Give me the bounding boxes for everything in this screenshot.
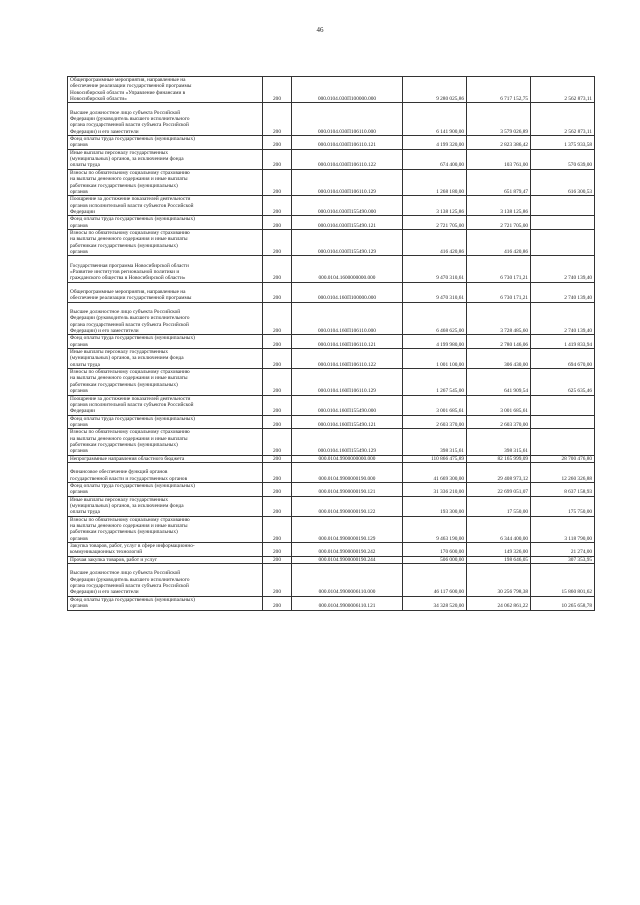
unexecuted-amount-cell: 570 639,00	[531, 149, 595, 169]
row-name-cell: Фонд оплаты труда государственных (муниципальных) органов	[68, 415, 263, 429]
executed-amount-cell: 17 550,00	[467, 496, 531, 516]
budget-code-cell: 000.0104.9900006110.000	[292, 564, 403, 597]
kvr-code-cell: 200	[263, 77, 292, 103]
unexecuted-amount-cell: 3 118 790,00	[531, 516, 595, 542]
table-row	[68, 77, 595, 103]
row-name-cell: Фонд оплаты труда государственных (муниципальных) органов	[68, 335, 263, 349]
kvr-code-cell: 200	[263, 496, 292, 516]
executed-amount-cell: 2 721 705,00	[467, 216, 531, 230]
budget-code-cell: 000.0104.9900000000.000	[292, 455, 403, 462]
unexecuted-amount-cell	[531, 429, 595, 455]
kvr-code-cell: 200	[263, 103, 292, 136]
approved-amount-cell: 46 117 600,00	[403, 564, 467, 597]
unexecuted-amount-cell	[531, 229, 595, 255]
budget-code-cell: 000.0104.160П155490.129	[292, 429, 403, 455]
budget-code-cell: 000.0104.030П106110.121	[292, 136, 403, 150]
kvr-code-cell: 200	[263, 216, 292, 230]
kvr-code-cell: 200	[263, 335, 292, 349]
approved-amount-cell: 110 866 475,89	[403, 455, 467, 462]
executed-amount-cell: 2 780 146,06	[467, 335, 531, 349]
approved-amount-cell: 1 268 180,00	[403, 169, 467, 195]
table-row	[68, 415, 595, 429]
approved-amount-cell: 3 001 685,61	[403, 395, 467, 415]
unexecuted-amount-cell: 8 637 158,93	[531, 482, 595, 496]
executed-amount-cell: 103 761,00	[467, 149, 531, 169]
executed-amount-cell: 6 730 171,21	[467, 282, 531, 302]
budget-code-cell: 000.0104.030П155490.129	[292, 229, 403, 255]
budget-code-cell: 000.0104.160П100000.000	[292, 282, 403, 302]
unexecuted-amount-cell: 616 300,53	[531, 169, 595, 195]
unexecuted-amount-cell: 2 740 139,40	[531, 302, 595, 335]
approved-amount-cell: 506 000,00	[403, 556, 467, 563]
unexecuted-amount-cell	[531, 395, 595, 415]
table-row	[68, 496, 595, 516]
row-name-cell: Фонд оплаты труда государственных (муниципальных) органов	[68, 482, 263, 496]
executed-amount-cell: 3 138 125,86	[467, 196, 531, 216]
table-row	[68, 596, 595, 610]
unexecuted-amount-cell: 2 562 873,11	[531, 103, 595, 136]
executed-amount-cell: 2 603 370,00	[467, 415, 531, 429]
budget-code-cell: 000.0104.030П106110.000	[292, 103, 403, 136]
table-row	[68, 349, 595, 369]
table-row	[68, 556, 595, 563]
executed-amount-cell: 6 730 171,21	[467, 256, 531, 282]
kvr-code-cell: 200	[263, 349, 292, 369]
row-name-cell: Фонд оплаты труда государственных (муниципальных) органов	[68, 596, 263, 610]
approved-amount-cell: 1 001 100,00	[403, 349, 467, 369]
row-name-cell: Взносы по обязательному социальному страхованию на выплаты денежного содержания и иные выплаты работникам государственных (муниципальных) органов	[68, 229, 263, 255]
kvr-code-cell: 200	[263, 415, 292, 429]
table-row	[68, 229, 595, 255]
budget-code-cell: 000.0104.160П106110.121	[292, 335, 403, 349]
row-name-cell: Фонд оплаты труда государственных (муниципальных) органов	[68, 136, 263, 150]
table-row	[68, 455, 595, 462]
budget-code-cell: 000.0104.9900006110.121	[292, 596, 403, 610]
approved-amount-cell: 9 470 310,61	[403, 256, 467, 282]
row-name-cell: Закупка товаров, работ, услуг в сфере информационно- коммуникационных технологий	[68, 543, 263, 557]
kvr-code-cell: 200	[263, 455, 292, 462]
approved-amount-cell: 398 315,61	[403, 429, 467, 455]
approved-amount-cell: 193 300,00	[403, 496, 467, 516]
row-name-cell: Высшее должностное лицо субъекта Российской Федерации (руководитель высшего исполнительного органа государственной власти субъекта Российской Федерации) и его заместители	[68, 564, 263, 597]
table-row	[68, 256, 595, 282]
table-row	[68, 103, 595, 136]
executed-amount-cell: 306 430,00	[467, 349, 531, 369]
row-name-cell: Поощрение за достижение показателей деятельности органов исполнительной власти субъектов Российской Федерации	[68, 196, 263, 216]
approved-amount-cell: 34 328 520,00	[403, 596, 467, 610]
table-body	[68, 77, 595, 611]
approved-amount-cell: 9 280 025,86	[403, 77, 467, 103]
executed-amount-cell: 6 717 152,75	[467, 77, 531, 103]
executed-amount-cell: 29 408 973,12	[467, 462, 531, 482]
kvr-code-cell: 200	[263, 516, 292, 542]
budget-code-cell: 000.0104.160П106110.000	[292, 302, 403, 335]
kvr-code-cell: 200	[263, 196, 292, 216]
budget-code-cell: 000.0104.030П106110.129	[292, 169, 403, 195]
approved-amount-cell: 4 199 980,00	[403, 335, 467, 349]
approved-amount-cell: 9 470 310,61	[403, 282, 467, 302]
table-row	[68, 282, 595, 302]
approved-amount-cell: 41 669 300,00	[403, 462, 467, 482]
kvr-code-cell: 200	[263, 482, 292, 496]
row-name-cell: Иные выплаты персоналу государственных (муниципальных) органов, за исключением фонда оплаты труда	[68, 496, 263, 516]
executed-amount-cell: 149 326,00	[467, 543, 531, 557]
budget-code-cell: 000.0104.160П155490.000	[292, 395, 403, 415]
executed-amount-cell: 6 344 400,00	[467, 516, 531, 542]
kvr-code-cell: 200	[263, 462, 292, 482]
budget-code-cell: 000.0104.030П100000.000	[292, 77, 403, 103]
table-row	[68, 482, 595, 496]
row-name-cell: Высшее должностное лицо субъекта Российской Федерации (руководитель высшего исполнительного органа государственной власти субъекта Российской Федерации) и его заместители	[68, 103, 263, 136]
budget-code-cell: 000.0104.160П155490.121	[292, 415, 403, 429]
row-name-cell: Взносы по обязательному социальному страхованию на выплаты денежного содержания и иные выплаты работникам государственных (муниципальных) органов	[68, 516, 263, 542]
executed-amount-cell: 198 646,05	[467, 556, 531, 563]
row-name-cell: Взносы по обязательному социальному страхованию на выплаты денежного содержания и иные выплаты работникам государственных (муниципальных) органов	[68, 369, 263, 395]
approved-amount-cell: 1 267 545,00	[403, 369, 467, 395]
table-row	[68, 169, 595, 195]
kvr-code-cell: 200	[263, 229, 292, 255]
kvr-code-cell: 200	[263, 369, 292, 395]
budget-code-cell: 000.0104.030П155490.000	[292, 196, 403, 216]
unexecuted-amount-cell: 1 419 833,94	[531, 335, 595, 349]
row-name-cell: Общепрограммные мероприятия, направленные на обеспечение реализации государственной программы	[68, 282, 263, 302]
kvr-code-cell: 200	[263, 282, 292, 302]
executed-amount-cell: 24 062 861,22	[467, 596, 531, 610]
table-row	[68, 429, 595, 455]
table-row	[68, 462, 595, 482]
unexecuted-amount-cell: 1 375 933,58	[531, 136, 595, 150]
executed-amount-cell: 651 879,47	[467, 169, 531, 195]
unexecuted-amount-cell: 2 562 873,11	[531, 77, 595, 103]
budget-code-cell: 000.0104.160П106110.122	[292, 349, 403, 369]
budget-code-cell: 000.0104.030П106110.122	[292, 149, 403, 169]
executed-amount-cell: 3 579 026,89	[467, 103, 531, 136]
approved-amount-cell: 2 721 705,00	[403, 216, 467, 230]
executed-amount-cell: 22 699 051,07	[467, 482, 531, 496]
executed-amount-cell: 416 420,86	[467, 229, 531, 255]
unexecuted-amount-cell: 2 740 139,40	[531, 282, 595, 302]
budget-code-cell: 000.0104.9900000190.242	[292, 543, 403, 557]
row-name-cell: Общепрограммные мероприятия, направленные на обеспечение реализации государственной программы Новосибирской области «Управление финансами в Новосибирской области»	[68, 77, 263, 103]
kvr-code-cell: 200	[263, 136, 292, 150]
row-name-cell: Иные выплаты персоналу государственных (муниципальных) органов, за исключением фонда оплаты труда	[68, 349, 263, 369]
approved-amount-cell: 674 400,00	[403, 149, 467, 169]
executed-amount-cell: 641 909,54	[467, 369, 531, 395]
unexecuted-amount-cell: 2 740 139,40	[531, 256, 595, 282]
budget-code-cell: 000.0104.9900000190.129	[292, 516, 403, 542]
unexecuted-amount-cell: 694 670,00	[531, 349, 595, 369]
row-name-cell: Государственная программа Новосибирской области «Развитие институтов региональной политики и гражданского общества в Новосибирской области»	[68, 256, 263, 282]
budget-code-cell: 000.0104.9900000190.122	[292, 496, 403, 516]
budget-execution-table	[67, 76, 595, 611]
kvr-code-cell: 200	[263, 169, 292, 195]
executed-amount-cell: 30 256 798,38	[467, 564, 531, 597]
page-number: 46	[316, 26, 324, 34]
unexecuted-amount-cell: 175 750,00	[531, 496, 595, 516]
row-name-cell: Финансовое обеспечение функций органов государственной власти и государственных органов	[68, 462, 263, 482]
unexecuted-amount-cell: 12 260 326,88	[531, 462, 595, 482]
table-row	[68, 196, 595, 216]
budget-code-cell: 000.0104.160П106110.129	[292, 369, 403, 395]
budget-code-cell: 000.0104.9900000190.244	[292, 556, 403, 563]
row-name-cell: Прочая закупка товаров, работ и услуг	[68, 556, 263, 563]
unexecuted-amount-cell: 28 700 476,80	[531, 455, 595, 462]
row-name-cell: Взносы по обязательному социальному страхованию на выплаты денежного содержания и иные выплаты работникам государственных (муниципальных) органов	[68, 429, 263, 455]
table-row	[68, 369, 595, 395]
executed-amount-cell: 3 728 485,60	[467, 302, 531, 335]
kvr-code-cell: 200	[263, 395, 292, 415]
executed-amount-cell: 82 165 999,09	[467, 455, 531, 462]
approved-amount-cell: 31 336 210,00	[403, 482, 467, 496]
executed-amount-cell: 3 001 685,61	[467, 395, 531, 415]
approved-amount-cell: 6 141 900,00	[403, 103, 467, 136]
unexecuted-amount-cell: 307 353,95	[531, 556, 595, 563]
unexecuted-amount-cell: 625 635,46	[531, 369, 595, 395]
unexecuted-amount-cell	[531, 415, 595, 429]
approved-amount-cell: 416 420,86	[403, 229, 467, 255]
table-row	[68, 395, 595, 415]
approved-amount-cell: 9 463 190,00	[403, 516, 467, 542]
table-row	[68, 136, 595, 150]
row-name-cell: Поощрение за достижение показателей деятельности органов исполнительной власти субъектов Российской Федерации	[68, 395, 263, 415]
table-row	[68, 564, 595, 597]
approved-amount-cell: 3 138 125,86	[403, 196, 467, 216]
kvr-code-cell: 200	[263, 256, 292, 282]
unexecuted-amount-cell: 21 274,00	[531, 543, 595, 557]
kvr-code-cell: 200	[263, 564, 292, 597]
budget-code-cell: 000.0104.030П155490.121	[292, 216, 403, 230]
executed-amount-cell: 2 823 386,42	[467, 136, 531, 150]
table-row	[68, 543, 595, 557]
kvr-code-cell: 200	[263, 556, 292, 563]
approved-amount-cell: 6 468 625,00	[403, 302, 467, 335]
row-name-cell: Непрограммные направления областного бюджета	[68, 455, 263, 462]
kvr-code-cell: 200	[263, 302, 292, 335]
budget-code-cell: 000.0104.1600000000.000	[292, 256, 403, 282]
table-row	[68, 216, 595, 230]
row-name-cell: Иные выплаты персоналу государственных (муниципальных) органов, за исключением фонда оплаты труда	[68, 149, 263, 169]
kvr-code-cell: 200	[263, 149, 292, 169]
kvr-code-cell: 200	[263, 543, 292, 557]
table-row	[68, 516, 595, 542]
kvr-code-cell: 200	[263, 429, 292, 455]
row-name-cell: Взносы по обязательному социальному страхованию на выплаты денежного содержания и иные выплаты работникам государственных (муниципальных) органов	[68, 169, 263, 195]
budget-code-cell: 000.0104.9900000190.121	[292, 482, 403, 496]
budget-code-cell: 000.0104.9900000190.000	[292, 462, 403, 482]
unexecuted-amount-cell: 15 860 801,62	[531, 564, 595, 597]
approved-amount-cell: 2 603 370,00	[403, 415, 467, 429]
unexecuted-amount-cell	[531, 216, 595, 230]
table-row	[68, 335, 595, 349]
table-row	[68, 149, 595, 169]
row-name-cell: Фонд оплаты труда государственных (муниципальных) органов	[68, 216, 263, 230]
row-name-cell: Высшее должностное лицо субъекта Российской Федерации (руководитель высшего исполнительного органа государственной власти субъекта Российской Федерации) и его заместители	[68, 302, 263, 335]
approved-amount-cell: 4 199 320,00	[403, 136, 467, 150]
unexecuted-amount-cell: 10 265 658,78	[531, 596, 595, 610]
unexecuted-amount-cell	[531, 196, 595, 216]
executed-amount-cell: 398 315,61	[467, 429, 531, 455]
kvr-code-cell: 200	[263, 596, 292, 610]
table-row	[68, 302, 595, 335]
approved-amount-cell: 170 600,00	[403, 543, 467, 557]
